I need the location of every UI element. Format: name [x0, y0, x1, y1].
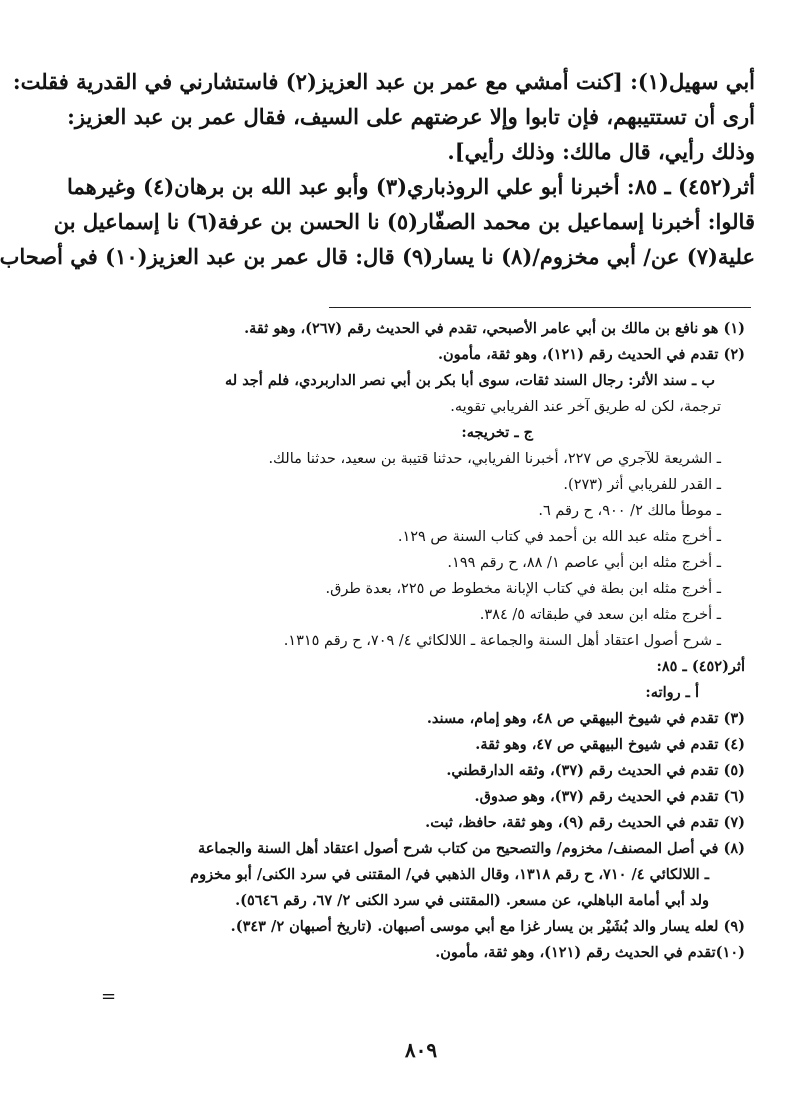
takhrij-item: ـ الشريعة للآجري ص ٢٢٧، أخبرنا الفريابي، حدثنا قتيبة بن سعيد، حدثنا مالك. — [268, 451, 721, 467]
footnotes-block — [99, 316, 745, 966]
main-text-line: أبي سهيل(١): [كنت أمشي مع عمر بن عبد العزيز(٢) فاستشارني في القدرية فقلت: — [12, 69, 755, 94]
footnote-3: (٣) تقدم في شيوخ البيهقي ص ٤٨، وهو إمام، مسند. — [426, 710, 745, 727]
footnote-1: (١) هو نافع بن مالك بن أبي عامر الأصبحي، تقدم في الحديث رقم (٢٦٧)، وهو ثقة. — [244, 320, 745, 337]
main-text-line: أرى أن تستتيبهم، فإن تابوا وإلا عرضتهم على السيف، فقال عمر بن عبد العزيز: — [67, 104, 755, 129]
page-number: ٨٠٩ — [404, 1038, 438, 1062]
footnote-8-continued: ولد أبي أمامة الباهلي، عن مسعر. (المقتنى في سرد الكنى ٢/ ٦٧، رقم ٥٦٤٦). — [235, 892, 709, 909]
footnote-5: (٥) تقدم في الحديث رقم (٣٧)، وثقه الدارقطني. — [446, 762, 745, 779]
takhrij-item: ـ القدر للفريابي أثر (٢٧٣). — [563, 477, 721, 493]
takhrij-item: ـ أخرج مثله عبد الله بن أحمد في كتاب السنة ص ١٢٩. — [397, 529, 721, 545]
sanad-line: ترجمة، لكن له طريق آخر عند الفريابي تقويه. — [450, 399, 721, 415]
main-text-line: أثر(٤٥٢) ـ ٨٥: أخبرنا أبو علي الروذباري(٣) وأبو عبد الله بن برهان(٤) وغيرهما — [67, 174, 755, 199]
takhrij-item: ـ أخرج مثله ابن سعد في طبقاته ٥/ ٣٨٤. — [479, 607, 721, 623]
athar-heading: أثر(٤٥٢) ـ ٨٥: — [656, 658, 745, 675]
footnote-7: (٧) تقدم في الحديث رقم (٩)، وهو ثقة، حافظ، ثبت. — [425, 814, 745, 831]
footnote-4: (٤) تقدم في شيوخ البيهقي ص ٤٧، وهو ثقة. — [475, 736, 745, 753]
main-text-line: قالوا: أخبرنا إسماعيل بن محمد الصفّار(٥) نا الحسن بن عرفة(٦) نا إسماعيل بن — [53, 209, 755, 234]
footnote-10: (١٠)تقدم في الحديث رقم (١٢١)، وهو ثقة، مأمون. — [435, 944, 745, 961]
takhrij-item: ـ موطأ مالك ٢/ ٩٠٠، ح رقم ٦. — [538, 503, 721, 519]
main-text-line: وذلك رأيي، قال مالك: وذلك رأيي]. — [447, 139, 755, 164]
footnote-8: (٨) في أصل المصنف/ مخزوم/ والتصحيح من كتاب شرح أصول اعتقاد أهل السنة والجماعة — [198, 840, 745, 857]
footnote-6: (٦) تقدم في الحديث رقم (٣٧)، وهو صدوق. — [474, 788, 745, 805]
main-text-line: علية(٧) عن/ أبي مخزوم/(٨) نا يسار(٩) قال: قال عمر بن عبد العزيز(١٠) في أصحاب — [0, 244, 755, 269]
footnote-separator — [329, 307, 751, 308]
takhrij-item: ـ أخرج مثله ابن بطة في كتاب الإبانة مخطوط ص ٢٢٥، بعدة طرق. — [325, 581, 721, 597]
takhrij-item: ـ أخرج مثله ابن أبي عاصم ١/ ٨٨، ح رقم ١٩٩. — [447, 555, 721, 571]
main-text-block — [0, 64, 755, 274]
sanad-line: ب ـ سند الأثر: رجال السند ثقات، سوى أبا بكر بن أبي نصر الداربردي، فلم أجد له — [224, 372, 715, 389]
footnote-2: (٢) تقدم في الحديث رقم (١٢١)، وهو ثقة، مأمون. — [437, 346, 745, 363]
takhrij-item: ـ شرح أصول اعتقاد أهل السنة والجماعة ـ اللالكائي ٤/ ٧٠٩، ح رقم ١٣١٥. — [283, 633, 721, 649]
footnote-9: (٩) لعله يسار والد بُشَيْر بن يسار غزا مع أبي موسى أصبهان. (تاريخ أصبهان ٢/ ٣٤٣). — [230, 918, 745, 935]
takhrij-heading: ج ـ تخريجه: — [461, 424, 533, 441]
continuation-mark: = — [101, 986, 117, 1007]
footnote-8-continued: ـ اللالكائي ٤/ ٧١٠، ح رقم ١٣١٨، وقال الذهبي في/ المقتنى في سرد الكنى/ أبو مخزوم — [190, 866, 709, 883]
ruwat-heading: أ ـ رواته: — [645, 684, 699, 701]
